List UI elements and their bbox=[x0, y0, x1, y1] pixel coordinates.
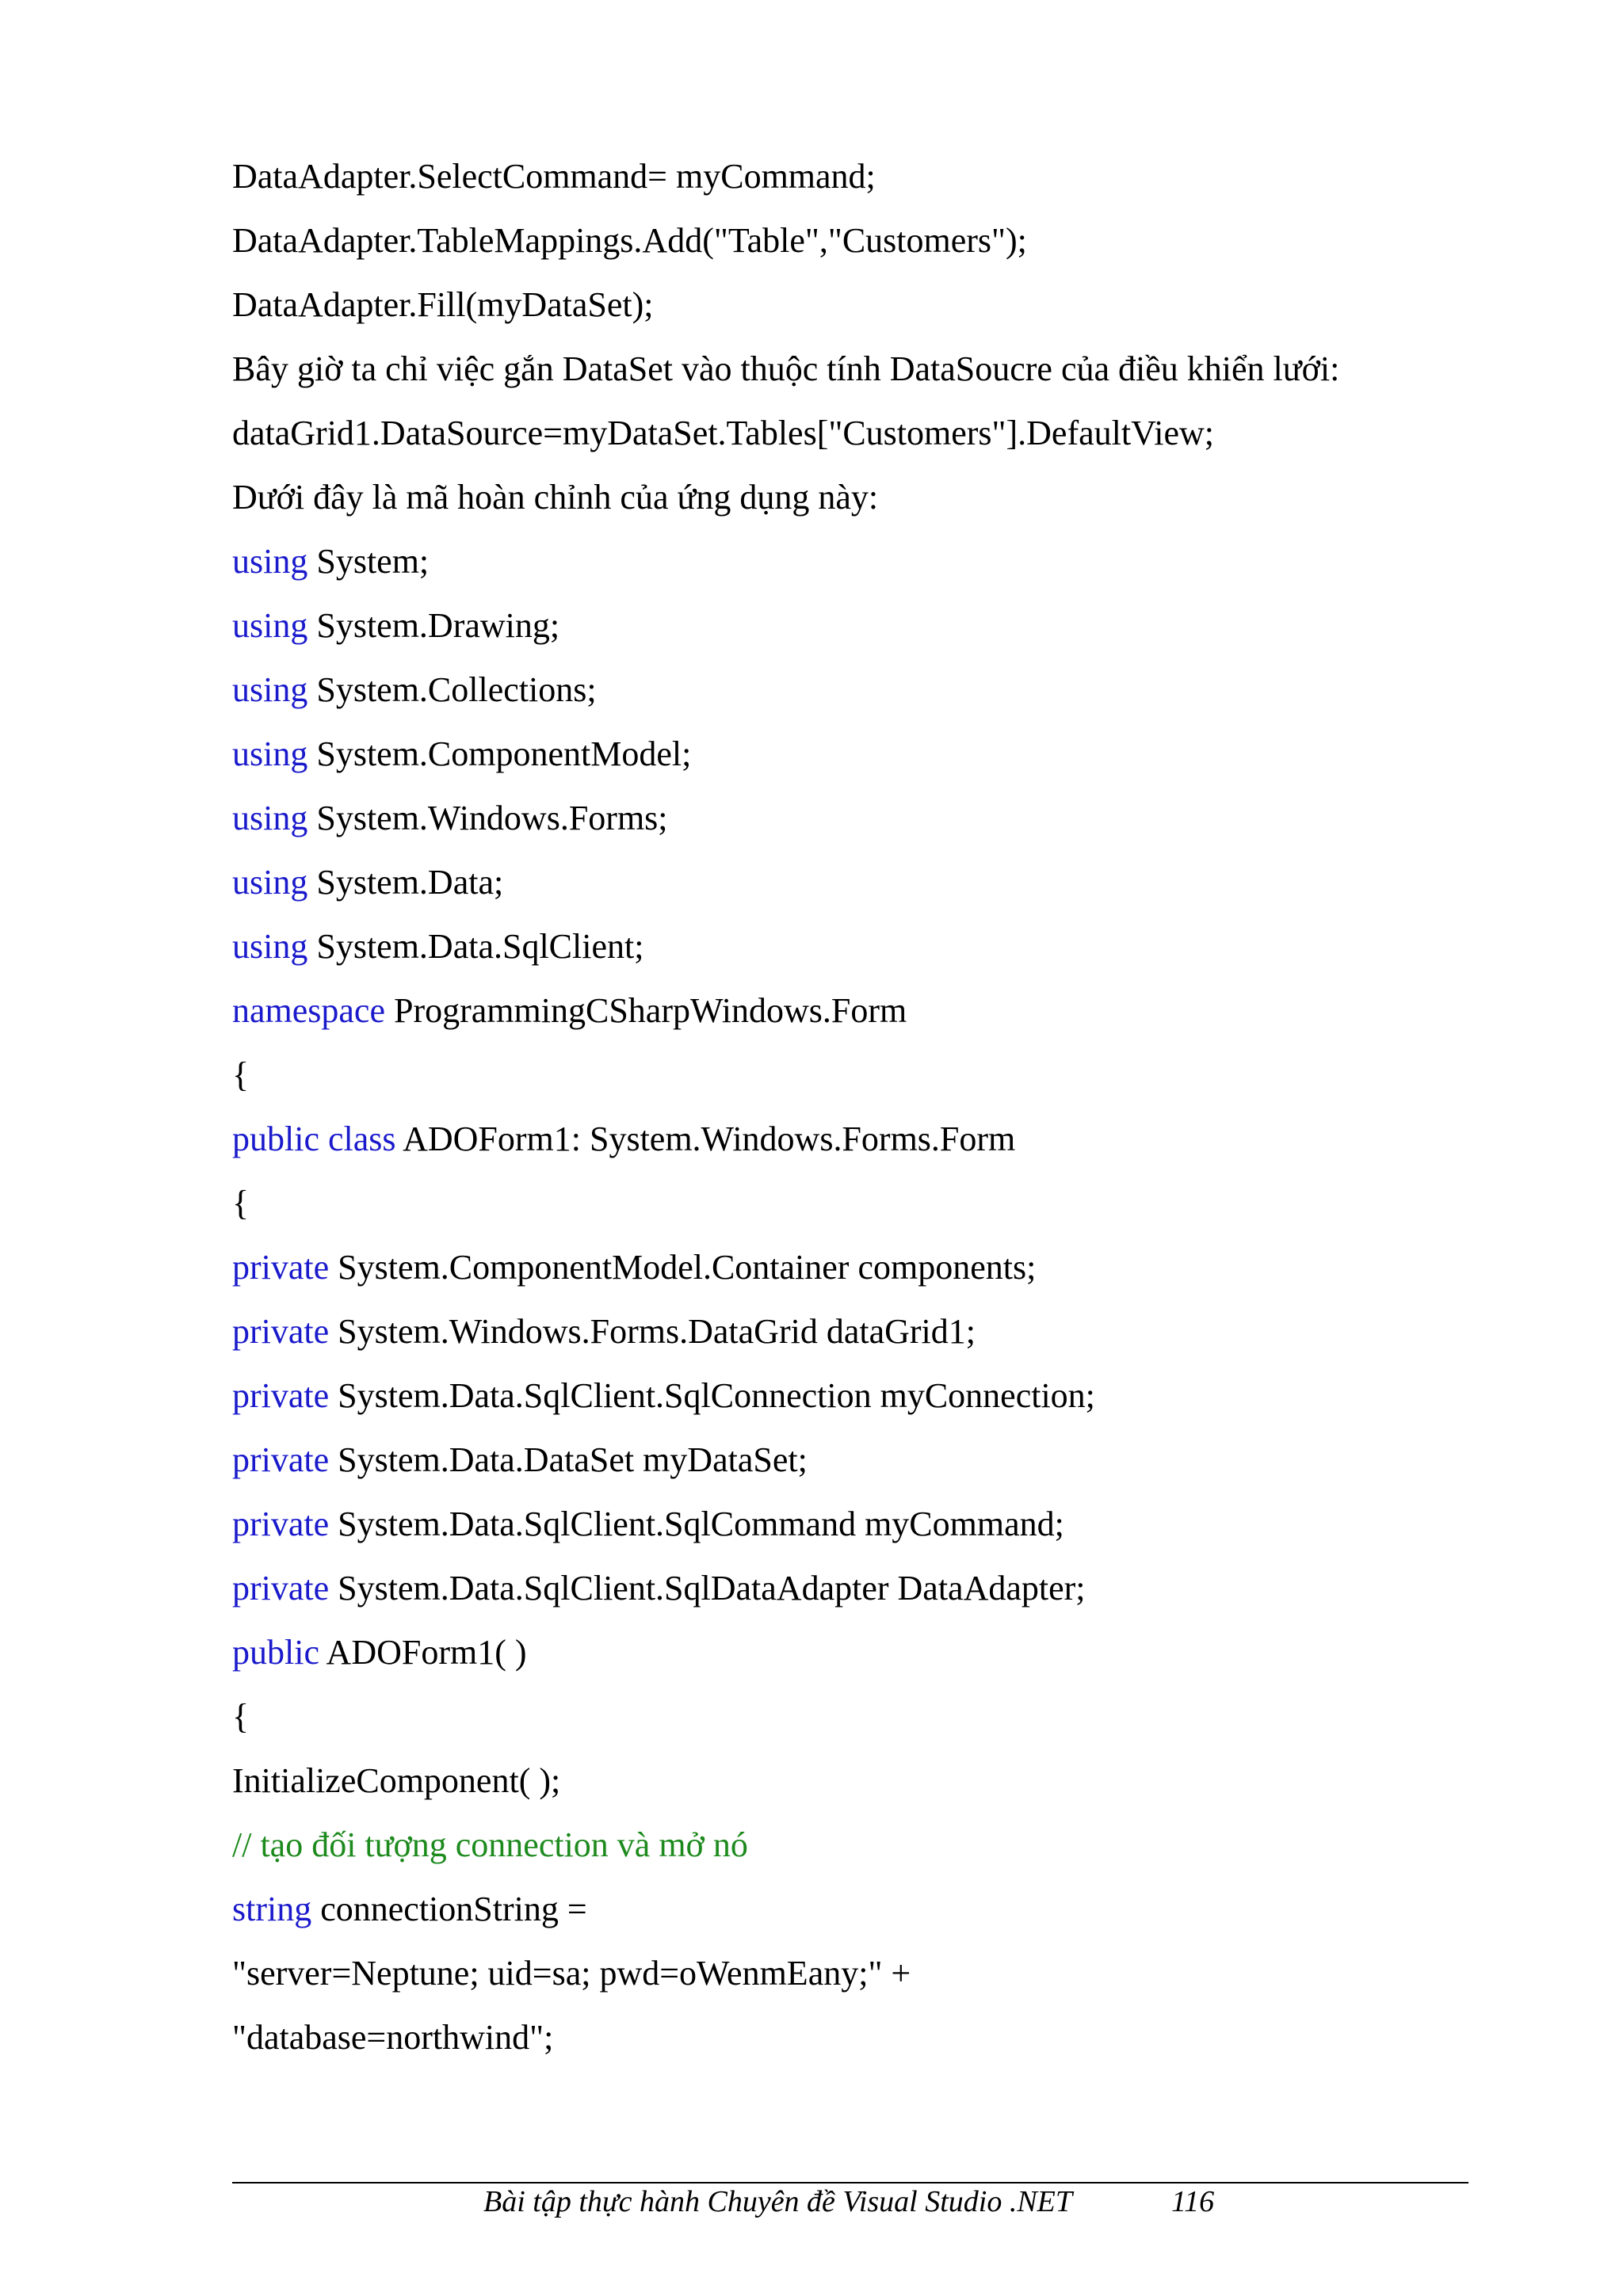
text-token: System.Data.SqlClient.SqlConnection myConnection; bbox=[329, 1376, 1095, 1415]
text-token: Bây giờ ta chỉ việc gắn DataSet vào thuộc tính DataSoucre của điều khiển lưới: bbox=[232, 349, 1340, 388]
text-line bbox=[232, 1885, 1468, 1949]
page-number: 116 bbox=[1171, 2185, 1215, 2218]
text-line bbox=[232, 1243, 1468, 1307]
keyword-token: namespace bbox=[232, 991, 385, 1030]
text-line bbox=[232, 666, 1468, 730]
text-line bbox=[232, 537, 1468, 601]
text-line bbox=[232, 1115, 1468, 1179]
text-line bbox=[232, 409, 1468, 473]
text-token: System.Collections; bbox=[307, 670, 597, 709]
text-token: System.Data.DataSet myDataSet; bbox=[329, 1440, 808, 1479]
text-token: { bbox=[232, 1184, 250, 1222]
text-token: System.ComponentModel; bbox=[307, 734, 692, 773]
text-token: System.Data.SqlClient.SqlDataAdapter DataAdapter; bbox=[329, 1569, 1086, 1608]
keyword-token: using bbox=[232, 670, 308, 709]
keyword-token: using bbox=[232, 606, 308, 645]
text-token: ADOForm1( ) bbox=[319, 1633, 527, 1672]
footer-title: Bài tập thực hành Chuyên đề Visual Studio .NET bbox=[483, 2185, 1073, 2218]
text-token: System.Data.SqlClient; bbox=[307, 927, 644, 966]
keyword-token: string bbox=[232, 1890, 312, 1928]
text-line bbox=[232, 473, 1468, 537]
text-line bbox=[232, 730, 1468, 794]
text-token: { bbox=[232, 1055, 250, 1094]
footer-divider bbox=[232, 2182, 1468, 2183]
text-line bbox=[232, 794, 1468, 858]
text-token: System; bbox=[307, 542, 430, 581]
keyword-token: using bbox=[232, 542, 308, 581]
text-line bbox=[232, 1179, 1468, 1243]
text-token: ADOForm1: System.Windows.Forms.Form bbox=[395, 1119, 1016, 1158]
text-line bbox=[232, 1821, 1468, 1885]
text-line bbox=[232, 1436, 1468, 1500]
keyword-token: private bbox=[232, 1376, 330, 1415]
text-line bbox=[232, 280, 1468, 345]
keyword-token: private bbox=[232, 1248, 330, 1287]
text-line bbox=[232, 1307, 1468, 1371]
text-line bbox=[232, 1500, 1468, 1564]
text-line bbox=[232, 922, 1468, 986]
code-listing bbox=[232, 152, 1468, 2077]
text-token: System.ComponentModel.Container components; bbox=[329, 1248, 1037, 1287]
text-token: System.Data; bbox=[307, 863, 504, 902]
text-token: InitializeComponent( ); bbox=[232, 1761, 561, 1800]
text-line bbox=[232, 1756, 1468, 1821]
keyword-token: private bbox=[232, 1505, 330, 1543]
text-token: ProgrammingCSharpWindows.Form bbox=[385, 991, 907, 1030]
text-token: System.Drawing; bbox=[307, 606, 560, 645]
keyword-token: private bbox=[232, 1569, 330, 1608]
text-line bbox=[232, 858, 1468, 922]
text-line bbox=[232, 2013, 1468, 2077]
text-token: DataAdapter.TableMappings.Add("Table","Customers"); bbox=[232, 221, 1027, 260]
keyword-token: using bbox=[232, 734, 308, 773]
comment-token: // tạo đối tượng connection và mở nó bbox=[232, 1825, 748, 1864]
keyword-token: using bbox=[232, 799, 308, 837]
text-line bbox=[232, 1692, 1468, 1756]
text-token: System.Windows.Forms; bbox=[307, 799, 668, 837]
text-line bbox=[232, 152, 1468, 216]
keyword-token: using bbox=[232, 863, 308, 902]
keyword-token: public bbox=[232, 1633, 319, 1672]
keyword-token: private bbox=[232, 1440, 330, 1479]
text-line bbox=[232, 1051, 1468, 1115]
text-token: "server=Neptune; uid=sa; pwd=oWenmEany;" + bbox=[232, 1954, 911, 1993]
text-token: DataAdapter.Fill(myDataSet); bbox=[232, 285, 654, 324]
keyword-token: public class bbox=[232, 1119, 396, 1158]
text-line bbox=[232, 601, 1468, 666]
text-token: DataAdapter.SelectCommand= myCommand; bbox=[232, 157, 876, 196]
text-line bbox=[232, 1949, 1468, 2013]
text-line bbox=[232, 1371, 1468, 1436]
keyword-token: using bbox=[232, 927, 308, 966]
keyword-token: private bbox=[232, 1312, 330, 1351]
text-line bbox=[232, 1628, 1468, 1692]
text-line bbox=[232, 345, 1468, 409]
text-line bbox=[232, 1564, 1468, 1628]
text-token: System.Windows.Forms.DataGrid dataGrid1; bbox=[329, 1312, 976, 1351]
text-token: System.Data.SqlClient.SqlCommand myCommand; bbox=[329, 1505, 1064, 1543]
text-line bbox=[232, 216, 1468, 280]
text-token: dataGrid1.DataSource=myDataSet.Tables["Customers"].DefaultView; bbox=[232, 414, 1214, 452]
text-token: connectionString = bbox=[311, 1890, 587, 1928]
text-token: Dưới đây là mã hoàn chỉnh của ứng dụng này: bbox=[232, 478, 879, 517]
text-line bbox=[232, 986, 1468, 1051]
text-token: { bbox=[232, 1697, 250, 1736]
text-token: "database=northwind"; bbox=[232, 2018, 554, 2057]
